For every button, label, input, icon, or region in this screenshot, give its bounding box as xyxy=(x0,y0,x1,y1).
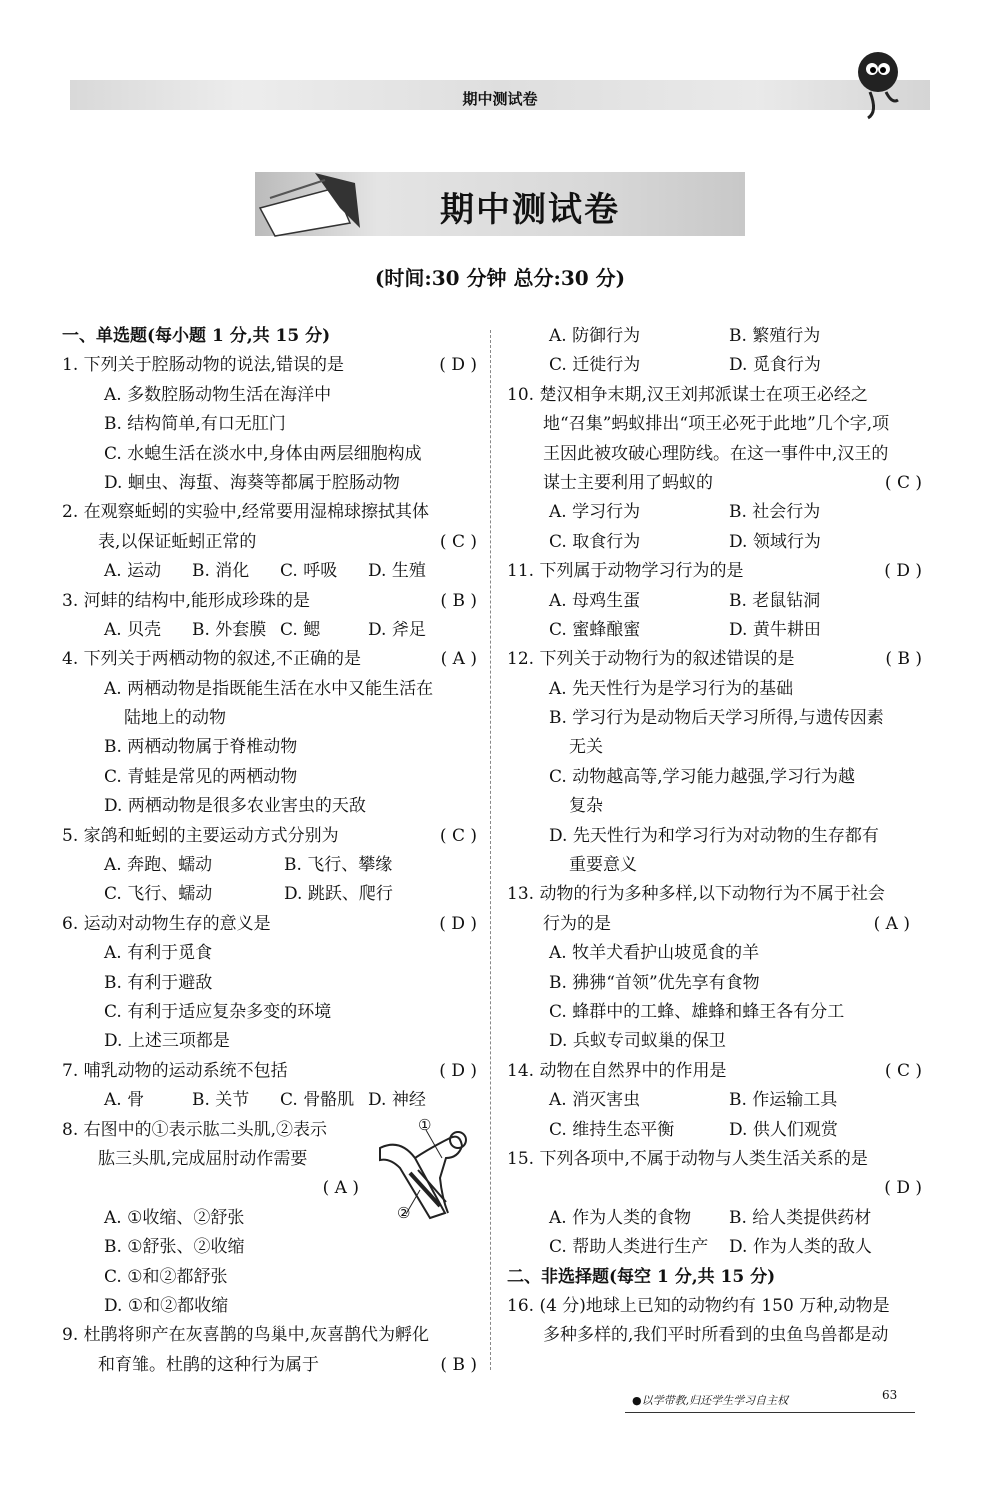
option: D. 两栖动物是很多农业害虫的天敌 xyxy=(104,796,366,817)
answer-4: ( A ) xyxy=(440,649,477,670)
question-10-cont: 地“召集”蚂蚁排出“项王必死于此地”几个字,项 xyxy=(543,414,890,435)
option: A. 先天性行为是学习行为的基础 xyxy=(549,678,794,699)
options-row: C. 飞行、蠕动 D. 跳跃、爬行 xyxy=(104,884,393,905)
question-14: 14. 动物在自然界中的作用是 ( C ) xyxy=(507,1057,922,1086)
answer-12: ( B ) xyxy=(885,649,922,670)
options-row: A. 作为人类的食物 B. 给人类提供药材 xyxy=(549,1207,872,1228)
answer-1: ( D ) xyxy=(439,355,477,376)
option: A. 两栖动物是指既能生活在水中又能生活在 xyxy=(104,678,434,699)
option: C. ①和②都舒张 xyxy=(104,1266,228,1287)
option: A. ①收缩、②舒张 xyxy=(104,1207,245,1228)
question-13: 13. 动物的行为多种多样,以下动物行为不属于社会 xyxy=(507,884,885,905)
running-title: 期中测试卷 xyxy=(462,90,538,108)
question-8-cont: 肱三头肌,完成屈肘动作需要 xyxy=(98,1148,308,1169)
question-6: 6. 运动对动物生存的意义是 ( D ) xyxy=(62,910,477,939)
option: D. 先天性行为和学习行为对动物的生存都有 xyxy=(549,825,879,846)
question-10-cont: 王因此被攻破心理防线。在这一事件中,汉王的 xyxy=(543,443,889,464)
mascot-icon xyxy=(850,42,910,122)
right-column xyxy=(507,322,922,1351)
options-row: A. 奔跑、蠕动 B. 飞行、攀缘 xyxy=(104,855,393,876)
question-7: 7. 哺乳动物的运动系统不包括 ( D ) xyxy=(62,1057,477,1086)
option: C. 动物越高等,学习能力越强,学习行为越 xyxy=(549,766,856,787)
option: B. ①舒张、②收缩 xyxy=(104,1237,245,1258)
option: D. 上述三项都是 xyxy=(104,1031,230,1052)
options-row: C. 蜜蜂酿蜜 D. 黄牛耕田 xyxy=(549,619,821,640)
answer-9: ( B ) xyxy=(440,1354,477,1375)
question-10: 10. 楚汉相争末期,汉王刘邦派谋士在项王必经之 xyxy=(507,384,868,405)
exam-info: (时间:30 分钟 总分:30 分) xyxy=(374,266,626,290)
option-cont: 复杂 xyxy=(569,796,603,817)
options-row: A. 运动 B. 消化 C. 呼吸 D. 生殖 xyxy=(104,561,426,582)
answer-2: ( C ) xyxy=(439,531,477,552)
options-row: A. 贝壳 B. 外套膜 C. 鳃 D. 斧足 xyxy=(104,619,426,640)
answer-8: ( A ) xyxy=(322,1178,359,1199)
option: B. 两栖动物属于脊椎动物 xyxy=(104,737,298,758)
question-8: 8. 右图中的①表示肱二头肌,②表示 xyxy=(62,1119,328,1140)
option: A. 多数腔肠动物生活在海洋中 xyxy=(104,384,332,405)
answer-6: ( D ) xyxy=(439,913,477,934)
option: B. 学习行为是动物后天学习所得,与遗传因素 xyxy=(549,708,884,729)
options-row: A. 母鸡生蛋 B. 老鼠钻洞 xyxy=(549,590,821,611)
question-2-cont: 表,以保证蚯蚓正常的 ( C ) xyxy=(62,528,477,557)
options-row: C. 维持生态平衡 D. 供人们观赏 xyxy=(549,1119,838,1140)
answer-15: ( D ) xyxy=(884,1178,922,1199)
option: C. 青蛙是常见的两栖动物 xyxy=(104,766,298,787)
answer-7: ( D ) xyxy=(439,1060,477,1081)
option: A. 有利于觅食 xyxy=(104,943,213,964)
options-row: A. 消灭害虫 B. 作运输工具 xyxy=(549,1090,838,1111)
question-5: 5. 家鸽和蚯蚓的主要运动方式分别为 ( C ) xyxy=(62,822,477,851)
answer-14: ( C ) xyxy=(884,1060,922,1081)
answer-5: ( C ) xyxy=(439,825,477,846)
option: D. ①和②都收缩 xyxy=(104,1295,229,1316)
question-9-cont: 和育雏。杜鹃的这种行为属于 ( B ) xyxy=(62,1351,477,1380)
option: C. 水螅生活在淡水中,身体由两层细胞构成 xyxy=(104,443,422,464)
question-16: 16. (4 分)地球上已知的动物约有 150 万种,动物是 xyxy=(507,1295,890,1316)
figure-label-1: ① xyxy=(418,1116,432,1134)
question-11: 11. 下列属于动物学习行为的是 ( D ) xyxy=(507,557,922,586)
option: D. 蛔虫、海蜇、海葵等都属于腔肠动物 xyxy=(104,472,400,493)
answer-3: ( B ) xyxy=(440,590,477,611)
question-15: 15. 下列各项中,不属于动物与人类生活关系的是 xyxy=(507,1148,868,1169)
option-cont: 陆地上的动物 xyxy=(124,708,226,729)
option: D. 兵蚁专司蚁巢的保卫 xyxy=(549,1031,726,1052)
footer-rule xyxy=(625,1412,915,1413)
option: B. 有利于避敌 xyxy=(104,972,213,993)
option: B. 狒狒“首领”优先享有食物 xyxy=(549,972,760,993)
options-row: C. 帮助人类进行生产 D. 作为人类的敌人 xyxy=(549,1237,872,1258)
section-heading-2: 二、非选择题(每空 1 分,共 15 分) xyxy=(507,1266,776,1287)
question-4: 4. 下列关于两栖动物的叙述,不正确的是 ( A ) xyxy=(62,645,477,674)
options-row: C. 取食行为 D. 领域行为 xyxy=(549,531,821,552)
options-row: C. 迁徙行为 D. 觅食行为 xyxy=(549,355,821,376)
answer-13: ( A ) xyxy=(873,913,910,934)
question-16-cont: 多种多样的,我们平时所看到的虫鱼鸟兽都是动 xyxy=(543,1325,889,1346)
question-12: 12. 下列关于动物行为的叙述错误的是 ( B ) xyxy=(507,645,922,674)
footer-motto: ●以学带教,归还学生学习自主权 xyxy=(632,1394,789,1407)
question-9: 9. 杜鹃将卵产在灰喜鹊的鸟巢中,灰喜鹊代为孵化 xyxy=(62,1325,430,1346)
column-divider xyxy=(490,330,491,1370)
option: B. 结构简单,有口无肛门 xyxy=(104,414,286,435)
question-2: 2. 在观察蚯蚓的实验中,经常要用湿棉球擦拭其体 xyxy=(62,502,430,523)
question-13-cont: 行为的是 ( A ) xyxy=(507,910,922,939)
question-1: 1. 下列关于腔肠动物的说法,错误的是 ( D ) xyxy=(62,351,477,380)
option: C. 有利于适应复杂多变的环境 xyxy=(104,1001,332,1022)
answer-15-row xyxy=(507,1174,922,1203)
section-heading: 一、单选题(每小题 1 分,共 15 分) xyxy=(62,326,331,346)
figure-label-2: ② xyxy=(397,1204,411,1222)
answer-10: ( C ) xyxy=(884,472,922,493)
page-number: 63 xyxy=(882,1388,898,1402)
option: A. 牧羊犬看护山坡觅食的羊 xyxy=(549,943,760,964)
arm-muscle-figure xyxy=(370,1118,480,1228)
option-cont: 无关 xyxy=(569,737,603,758)
option: C. 蜂群中的工蜂、雄蜂和蜂王各有分工 xyxy=(549,1001,845,1022)
page-title: 期中测试卷 xyxy=(440,190,620,230)
option-cont: 重要意义 xyxy=(569,855,637,876)
options-row: A. 防御行为 B. 繁殖行为 xyxy=(549,326,821,346)
options-row: A. 学习行为 B. 社会行为 xyxy=(549,502,821,523)
options-row: A. 骨 B. 关节 C. 骨骼肌 D. 神经 xyxy=(104,1090,426,1111)
answer-11: ( D ) xyxy=(884,561,922,582)
question-3: 3. 河蚌的结构中,能形成珍珠的是 ( B ) xyxy=(62,587,477,616)
question-10-cont: 谋士主要利用了蚂蚁的 ( C ) xyxy=(507,469,922,498)
